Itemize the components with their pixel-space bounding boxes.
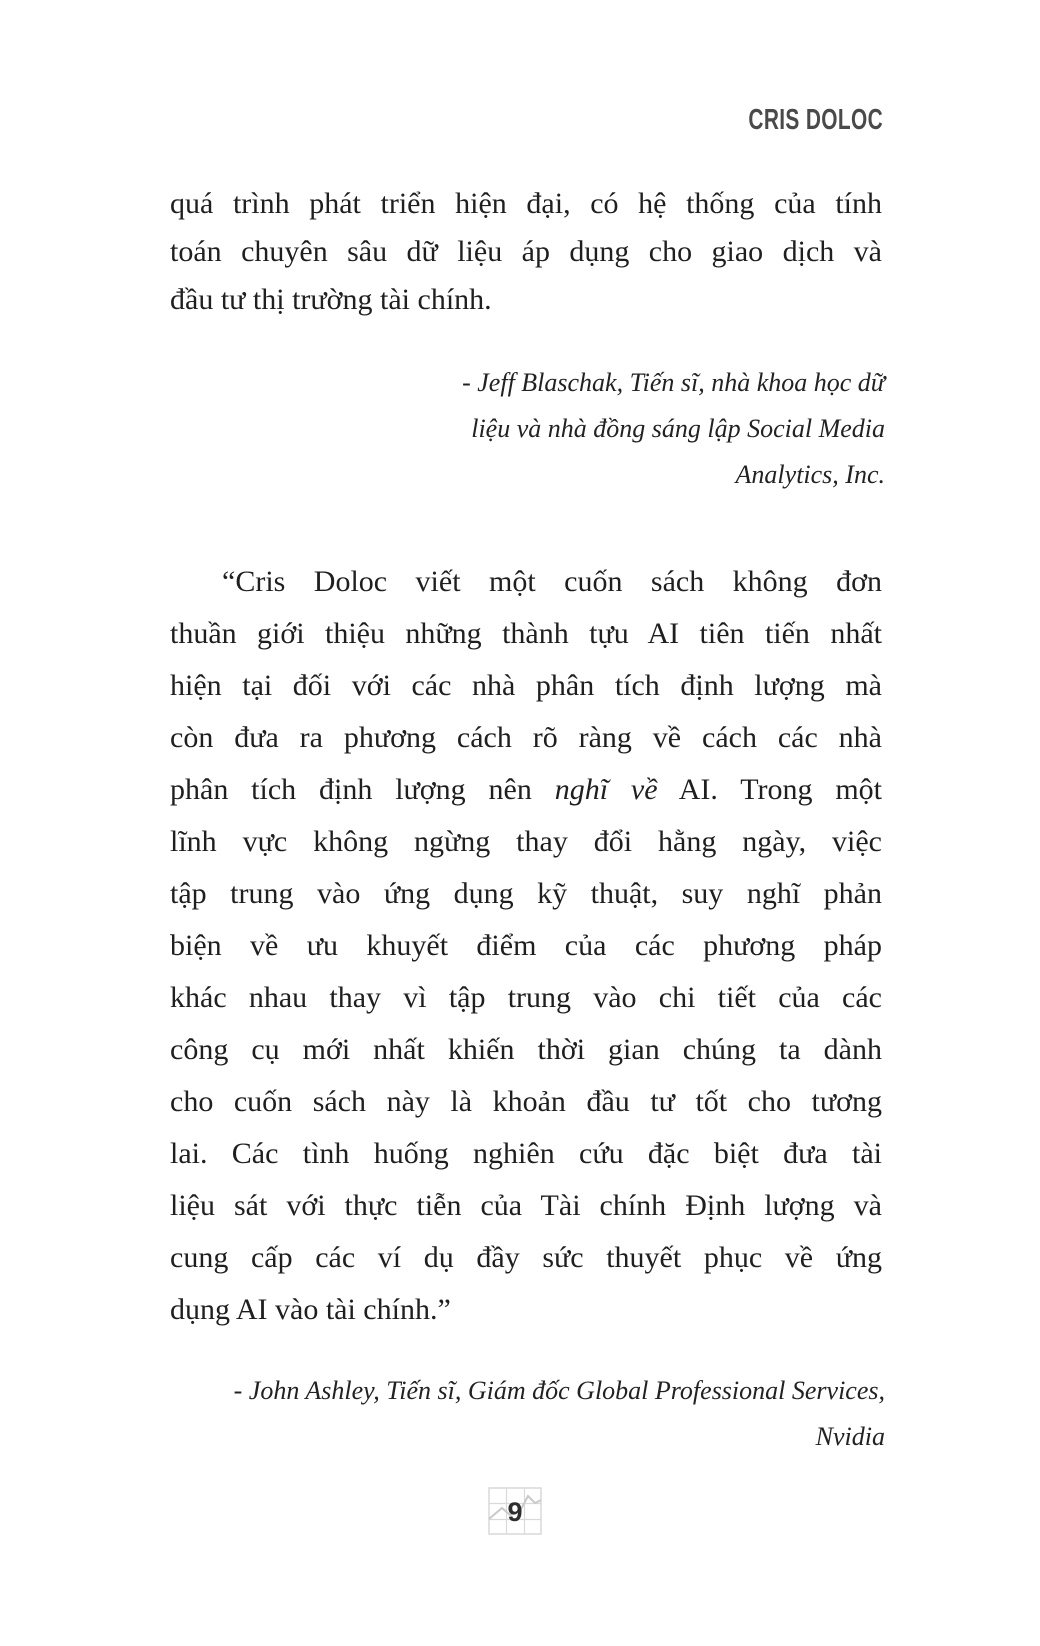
quote-emphasis-after: AI. Trong một bbox=[657, 773, 882, 806]
quote-line: cho cuốn sách này là khoản đầu tư tốt cho tương bbox=[170, 1085, 882, 1118]
endorsement-quote bbox=[170, 556, 882, 1336]
quote-line: hiện tại đối với các nhà phân tích định lượng mà bbox=[170, 669, 882, 702]
attribution-jeff-blaschak bbox=[170, 360, 885, 498]
intro-line: toán chuyên sâu dữ liệu áp dụng cho giao dịch và bbox=[170, 235, 882, 268]
quote-line: cung cấp các ví dụ đầy sức thuyết phục về ứng bbox=[170, 1241, 882, 1274]
quote-line: còn đưa ra phương cách rõ ràng về cách các nhà bbox=[170, 721, 882, 754]
quote-line: dụng AI vào tài chính.” bbox=[170, 1293, 451, 1326]
quote-line: công cụ mới nhất khiến thời gian chúng ta dành bbox=[170, 1033, 882, 1066]
quote-line: thuần giới thiệu những thành tựu AI tiên tiến nhất bbox=[170, 617, 882, 650]
quote-line: biện về ưu khuyết điểm của các phương pháp bbox=[170, 929, 882, 962]
quote-emphasis-italic: nghĩ về bbox=[554, 773, 658, 806]
intro-paragraph bbox=[170, 180, 882, 324]
attribution-line: - Jeff Blaschak, Tiến sĩ, nhà khoa học dữ bbox=[462, 368, 885, 397]
quote-line: tập trung vào ứng dụng kỹ thuật, suy nghĩ phản bbox=[170, 877, 882, 910]
attribution-line: Analytics, Inc. bbox=[735, 460, 885, 489]
intro-line: đầu tư thị trường tài chính. bbox=[170, 283, 492, 316]
quote-line: khác nhau thay vì tập trung vào chi tiết của các bbox=[170, 981, 882, 1014]
attribution-line: - John Ashley, Tiến sĩ, Giám đốc Global Professional Services, bbox=[233, 1376, 885, 1405]
attribution-john-ashley bbox=[170, 1368, 885, 1460]
intro-line: quá trình phát triển hiện đại, có hệ thống của tính bbox=[170, 187, 882, 220]
attribution-line: Nvidia bbox=[815, 1422, 885, 1451]
running-header: CRIS DOLOC bbox=[748, 104, 883, 136]
quote-line: lai. Các tình huống nghiên cứu đặc biệt đưa tài bbox=[170, 1137, 882, 1170]
page-number-ornament bbox=[488, 1487, 542, 1535]
quote-emphasis-before: phân tích định lượng nên bbox=[170, 773, 555, 806]
quote-line: lĩnh vực không ngừng thay đổi hằng ngày, việc bbox=[170, 825, 882, 858]
quote-line-emphasis bbox=[170, 764, 882, 816]
attribution-line: liệu và nhà đồng sáng lập Social Media bbox=[471, 414, 885, 443]
page-number: 9 bbox=[507, 1496, 523, 1527]
quote-line: liệu sát với thực tiễn của Tài chính Định lượng và bbox=[170, 1189, 882, 1222]
quote-line: “Cris Doloc viết một cuốn sách không đơn bbox=[222, 565, 882, 598]
